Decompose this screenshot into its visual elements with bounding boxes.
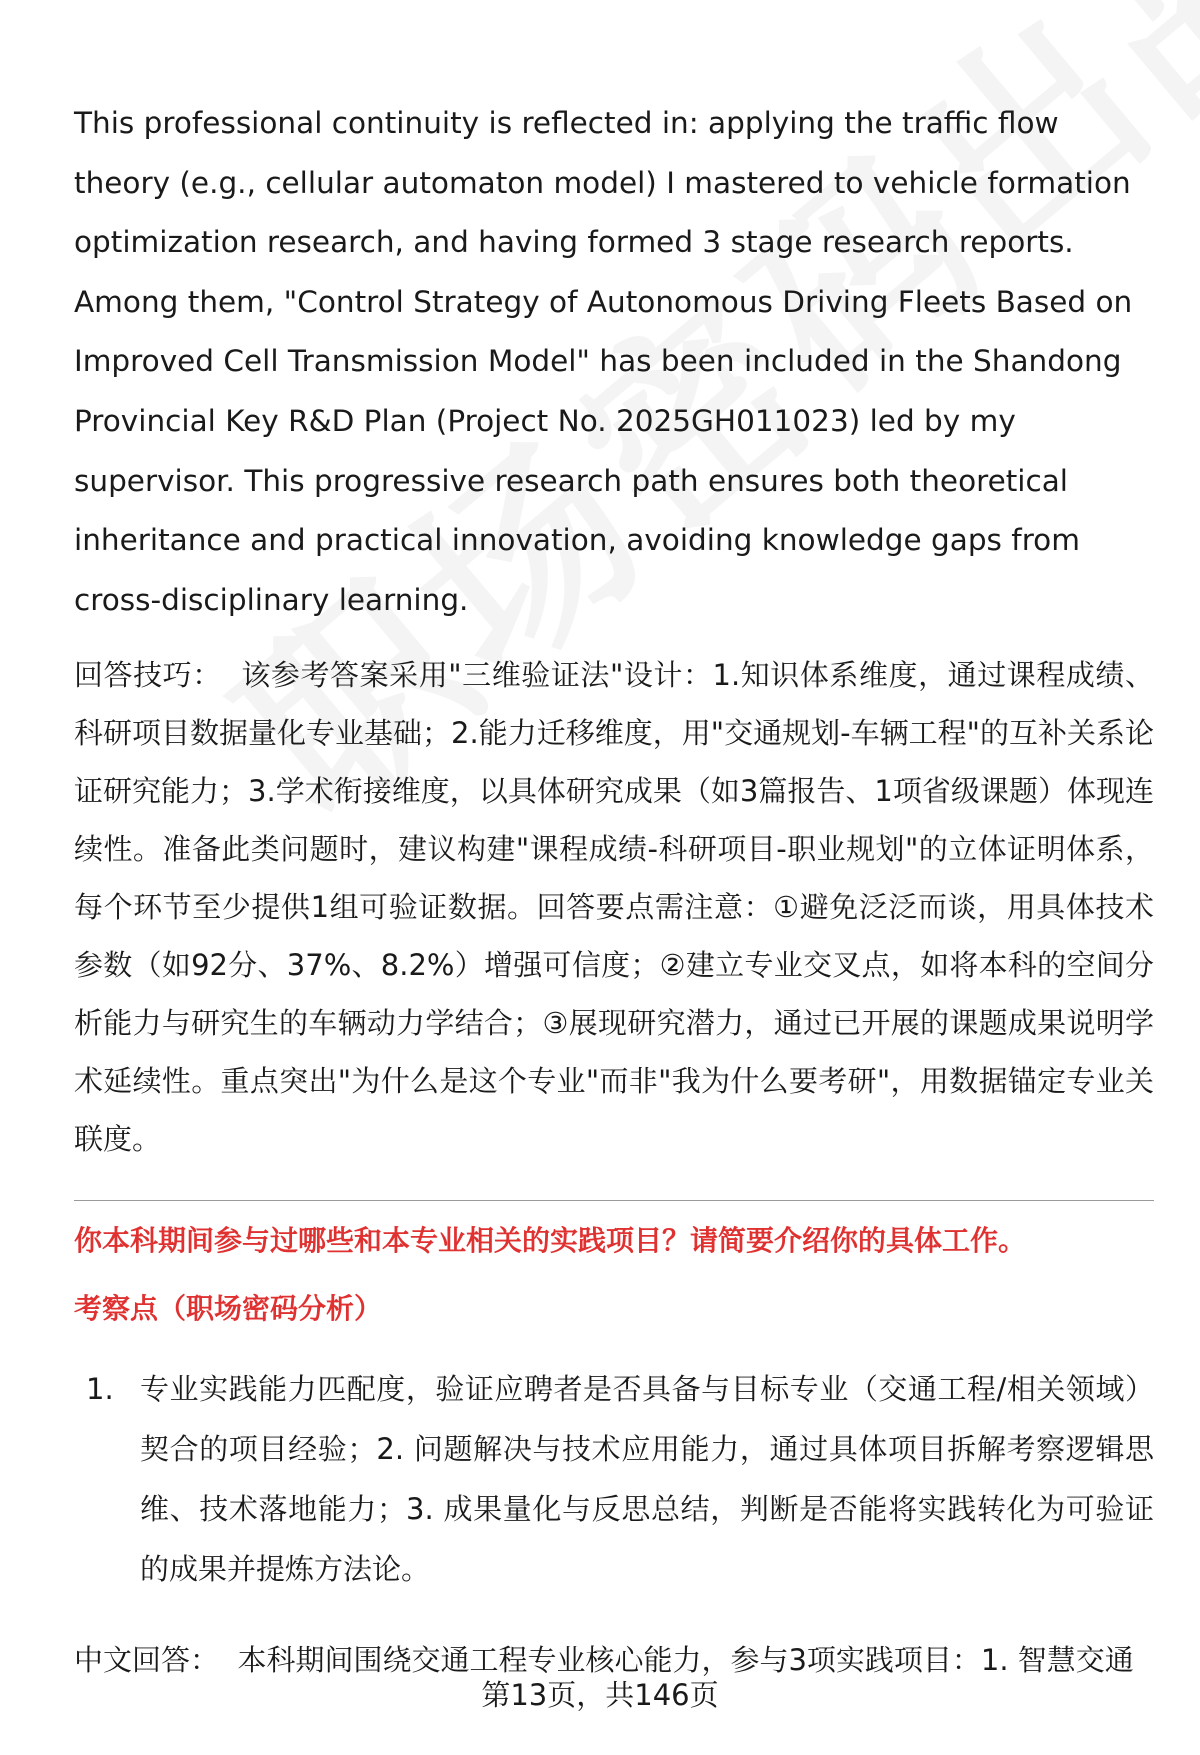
answer-tips-label: 回答技巧： xyxy=(74,658,222,693)
page-number-footer: 第13页，共146页 xyxy=(481,1678,719,1712)
question-heading: 你本科期间参与过哪些和本专业相关的实践项目？请简要介绍你的具体工作。 xyxy=(74,1224,1027,1258)
chinese-answer-label: 中文回答： xyxy=(74,1643,220,1678)
list-item-text: 专业实践能力匹配度，验证应聘者是否具备与目标专业（交通工程/相关领域）契合的项目经验；2. 问题解决与技术应用能力，通过具体项目拆解考察逻辑思维、技术落地能力；3. 成果量化与反思总结，判断是否能将实践转化为可验证的成果并提炼方法论。 xyxy=(140,1372,1154,1587)
assessment-heading: 考察点（职场密码分析） xyxy=(74,1292,383,1326)
english-paragraph: This professional continuity is reflected in: applying the traffic flow theory (e.g., cellular automaton model) I mastered to vehicle formation optimization research, and having formed 3 stage research reports. Among them, "Control Strategy of Autonomous Driving Fleets Based on Improved Cell Transmission Model" has been included in the Shandong Provincial Key R&D Plan (Project No. 2025GH011023) led by my supervisor. This progressive research path ensures both theoretical inheritance and practical innovation, avoiding knowledge gaps from cross-disciplinary learning. xyxy=(74,106,1133,617)
list-item-number: 1. xyxy=(86,1372,114,1407)
chinese-answer-text: 本科期间围绕交通工程专业核心能力，参与3项实践项目：1. 智慧交通 xyxy=(237,1643,1134,1678)
answer-tips-paragraph xyxy=(74,646,1154,1168)
list-item xyxy=(74,1359,1154,1599)
assessment-points-list xyxy=(74,1359,1154,1599)
section-divider xyxy=(74,1200,1154,1201)
answer-tips-text: 该参考答案采用"三维验证法"设计：1.知识体系维度，通过课程成绩、科研项目数据量化专业基础；2.能力迁移维度，用"交通规划-车辆工程"的互补关系论证研究能力；3.学术衔接维度，以具体研究成果（如3篇报告、1项省级课题）体现连续性。准备此类问题时，建议构建"课程成绩-科研项目-职业规划"的立体证明体系，每个环节至少提供1组可验证数据。回答要点需注意：①避免泛泛而谈，用具体技术参数（如92分、37%、8.2%）增强可信度；②建立专业交叉点，如将本科的空间分析能力与研究生的车辆动力学结合；③展现研究潜力，通过已开展的课题成果说明学术延续性。重点突出"为什么是这个专业"而非"我为什么要考研"，用数据锚定专业关联度。 xyxy=(74,658,1154,1157)
document-content xyxy=(74,94,1154,1689)
